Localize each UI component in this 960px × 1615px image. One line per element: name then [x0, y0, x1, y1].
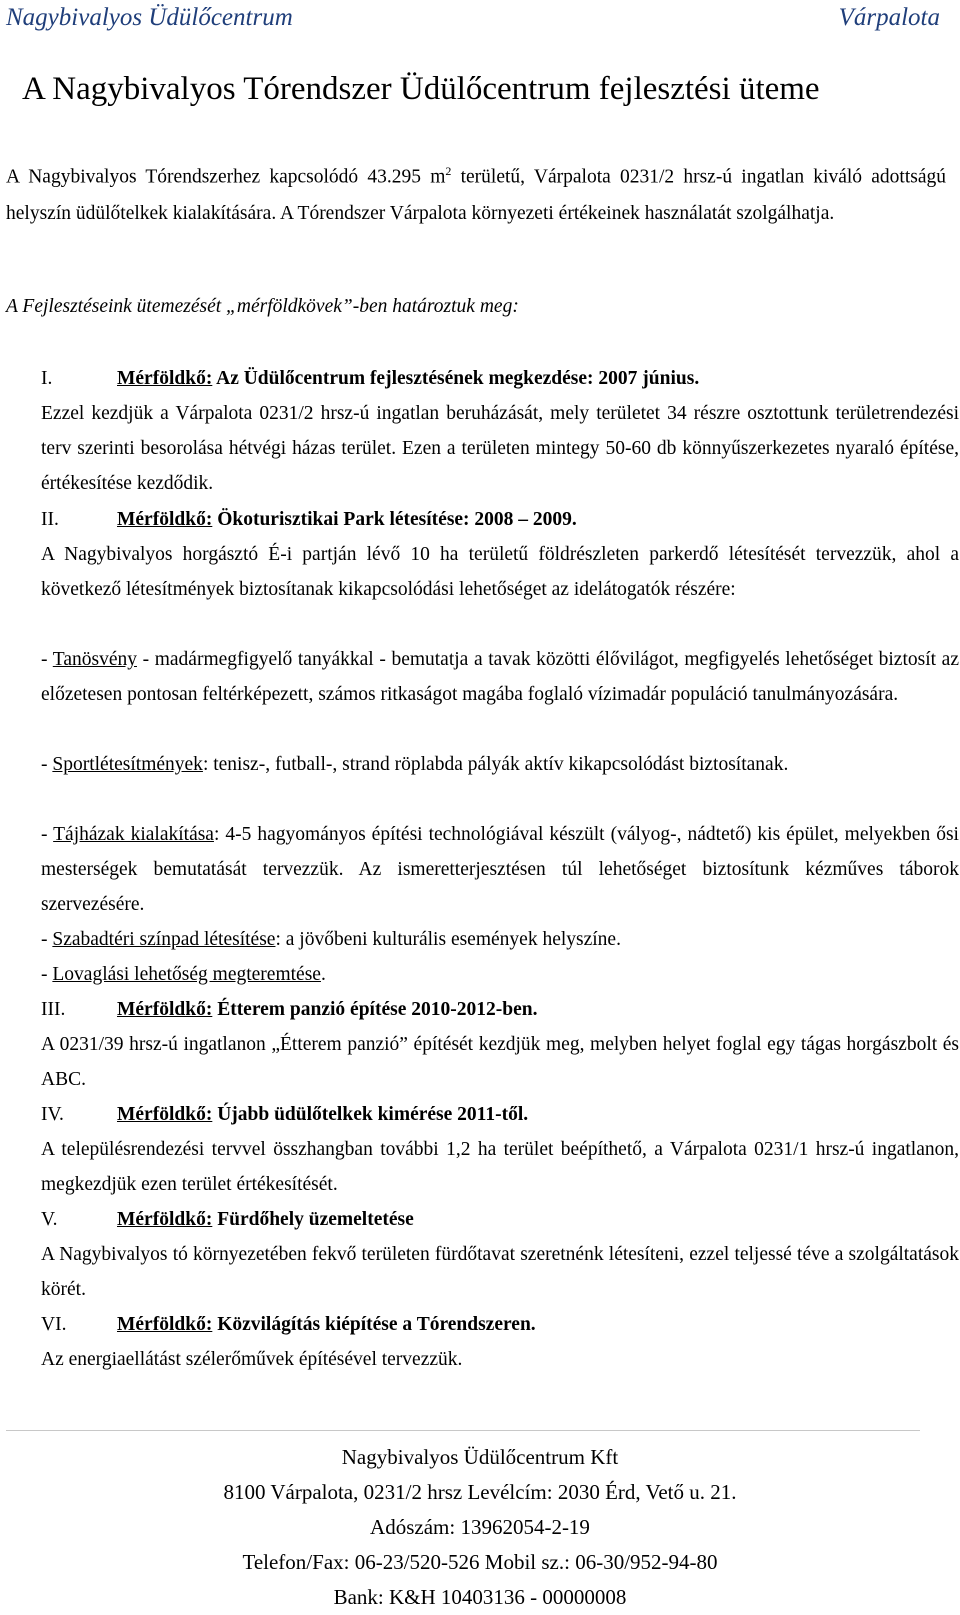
footer-phone: Telefon/Fax: 06-23/520-526 Mobil sz.: 06-30/952-94-80	[242, 1550, 718, 1574]
list-item-term: Lovaglási lehetőség megteremtése	[52, 964, 321, 985]
milestone-2-body: A Nagybivalyos horgásztó É-i partján lévő 10 ha területű földrészleten parkerdő létesítését tervezzük, ahol a következő létesítmények biztosítanak kikapcsolódási lehetőséget az idelátogatók részére:	[41, 544, 959, 600]
milestone-3-body: A 0231/39 hrsz-ú ingatlanon „Étterem panzió” építését kezdjük meg, melyben helyet foglal egy tágas horgászbolt és ABC.	[41, 1034, 959, 1090]
milestone-5-body: A Nagybivalyos tó környezetében fekvő területen fürdőtavat szeretnénk létesíteni, ezzel teljessé téve a szolgáltatások körét.	[41, 1244, 959, 1300]
page-footer	[0, 1440, 960, 1615]
header-city: Várpalota	[838, 4, 940, 31]
intro-subheading: A Fejlesztéseink ütemezését „mérföldkövek”-ben határoztuk meg:	[6, 296, 519, 317]
page-header	[6, 4, 940, 38]
intro-superscript: 2	[445, 164, 452, 178]
milestone-number: VI.	[41, 1314, 67, 1335]
list-item-term: Szabadtéri színpad létesítése	[52, 929, 276, 950]
list-item-text: .	[320, 964, 326, 985]
list-item-sport: - Sportlétesítmények: tenisz-, futball-, strand röplabda pályák aktív kikapcsolódást biztosítanak.	[41, 754, 789, 775]
milestone-number: I.	[41, 368, 53, 389]
list-item-text: : 4-5 hagyományos építési technológiával készült (vályog-, nádtető) kis épület, melyekben ősi mesterségek bemutatását tervezzük. Az ismeretterjesztésen túl lehetőséget biztosítunk kézműves táborok szervezésére.	[41, 824, 959, 915]
page-title: A Nagybivalyos Tórendszer Üdülőcentrum fejlesztési üteme	[22, 71, 820, 107]
intro-text-2: területű, Várpalota 0231/2 hrsz-ú ingatlan kiváló adottságú helyszín üdülőtelkek kialakítására. A Tórendszer Várpalota környezeti értékeinek használatát szolgálhatja.	[6, 166, 946, 224]
list-item-szinpad: - Szabadtéri színpad létesítése: a jövőbeni kulturális események helyszíne.	[41, 929, 621, 950]
list-item-text: - madármegfigyelő tanyákkal - bemutatja a tavak közötti élővilágot, megfigyelés lehetőséget biztosít az előzetesen pontosan feltérképezett, számos ritkaságot magába foglaló vízimadár populáció tanulmányozására.	[41, 649, 959, 705]
milestone-label: Mérföldkő:	[117, 509, 213, 530]
milestone-label: Mérföldkő:	[117, 1209, 213, 1230]
list-item-lovaglas: - Lovaglási lehetőség megteremtése.	[41, 964, 326, 985]
milestone-number: III.	[41, 999, 66, 1020]
milestone-1-body: Ezzel kezdjük a Várpalota 0231/2 hrsz-ú ingatlan beruházását, mely területet 34 részre osztottunk területrendezési terv szerinti besorolása hétvégi házas terület. Ezen a területen mintegy 50-60 db könnyűszerkezetes nyaraló építése, értékesítése kezdődik.	[41, 403, 959, 494]
milestone-label: Mérföldkő:	[117, 999, 213, 1020]
footer-company: Nagybivalyos Üdülőcentrum Kft	[341, 1445, 619, 1469]
milestone-4-body: A településrendezési tervvel összhangban további 1,2 ha terület beépíthető, a Várpalota 0231/1 hrsz-ú ingatlanon, megkezdjük ezen terület értékesítését.	[41, 1139, 959, 1195]
intro-text-1: A Nagybivalyos Tórendszerhez kapcsolódó 43.295 m	[6, 166, 446, 188]
list-item-tajhazak: - Tájházak kialakítása: 4-5 hagyományos építési technológiával készült (vályog-, nádtető) kis épület, melyekben ősi mesterségek bemutatását tervezzük. Az ismeretterjesztésen túl lehetőséget biztosítunk kézműves táborok szervezésére.	[41, 824, 959, 915]
list-item-tanosveny: - Tanösvény - madármegfigyelő tanyákkal - bemutatja a tavak közötti élővilágot, megfigyelés lehetőséget biztosít az előzetesen pontosan feltérképezett, számos ritkaságot magába foglaló vízimadár populáció tanulmányozására.	[41, 649, 959, 705]
list-item-term: Tanösvény	[52, 649, 137, 670]
list-item-text: : tenisz-, futball-, strand röplabda pályák aktív kikapcsolódást biztosítanak.	[202, 754, 789, 775]
milestone-label: Mérföldkő:	[117, 1314, 213, 1335]
milestone-number: II.	[41, 509, 59, 530]
footer-address: 8100 Várpalota, 0231/2 hrsz Levélcím: 2030 Érd, Vető u. 21.	[223, 1480, 737, 1504]
milestone-6-body: Az energiaellátást szélerőművek építésével tervezzük.	[41, 1349, 463, 1370]
intro-paragraph	[6, 153, 946, 232]
milestone-title: Ökoturisztikai Park létesítése: 2008 – 2009.	[212, 509, 577, 530]
milestone-title: Újabb üdülőtelkek kimérése 2011-től.	[212, 1104, 529, 1125]
list-item-text: : a jövőbeni kulturális események helyszíne.	[275, 929, 621, 950]
milestone-title: Fürdőhely üzemeltetése	[212, 1209, 414, 1230]
milestone-label: Mérföldkő:	[117, 368, 213, 389]
footer-bank: Bank: K&H 10403136 - 00000008	[333, 1585, 627, 1609]
milestone-number: IV.	[41, 1104, 64, 1125]
footer-divider	[6, 1430, 920, 1431]
milestone-title: Közvilágítás kiépítése a Tórendszeren.	[212, 1314, 536, 1335]
header-company: Nagybivalyos Üdülőcentrum	[6, 4, 293, 31]
milestone-title: Étterem panzió építése 2010-2012-ben.	[212, 999, 538, 1020]
footer-tax-number: Adószám: 13962054-2-19	[370, 1515, 590, 1539]
list-item-term: Sportlétesítmények	[52, 754, 203, 775]
milestone-number: V.	[41, 1209, 58, 1230]
milestone-title: Az Üdülőcentrum fejlesztésének megkezdése: 2007 június.	[212, 368, 700, 389]
milestone-label: Mérföldkő:	[117, 1104, 213, 1125]
list-item-term: Tájházak kialakítása	[53, 824, 214, 845]
